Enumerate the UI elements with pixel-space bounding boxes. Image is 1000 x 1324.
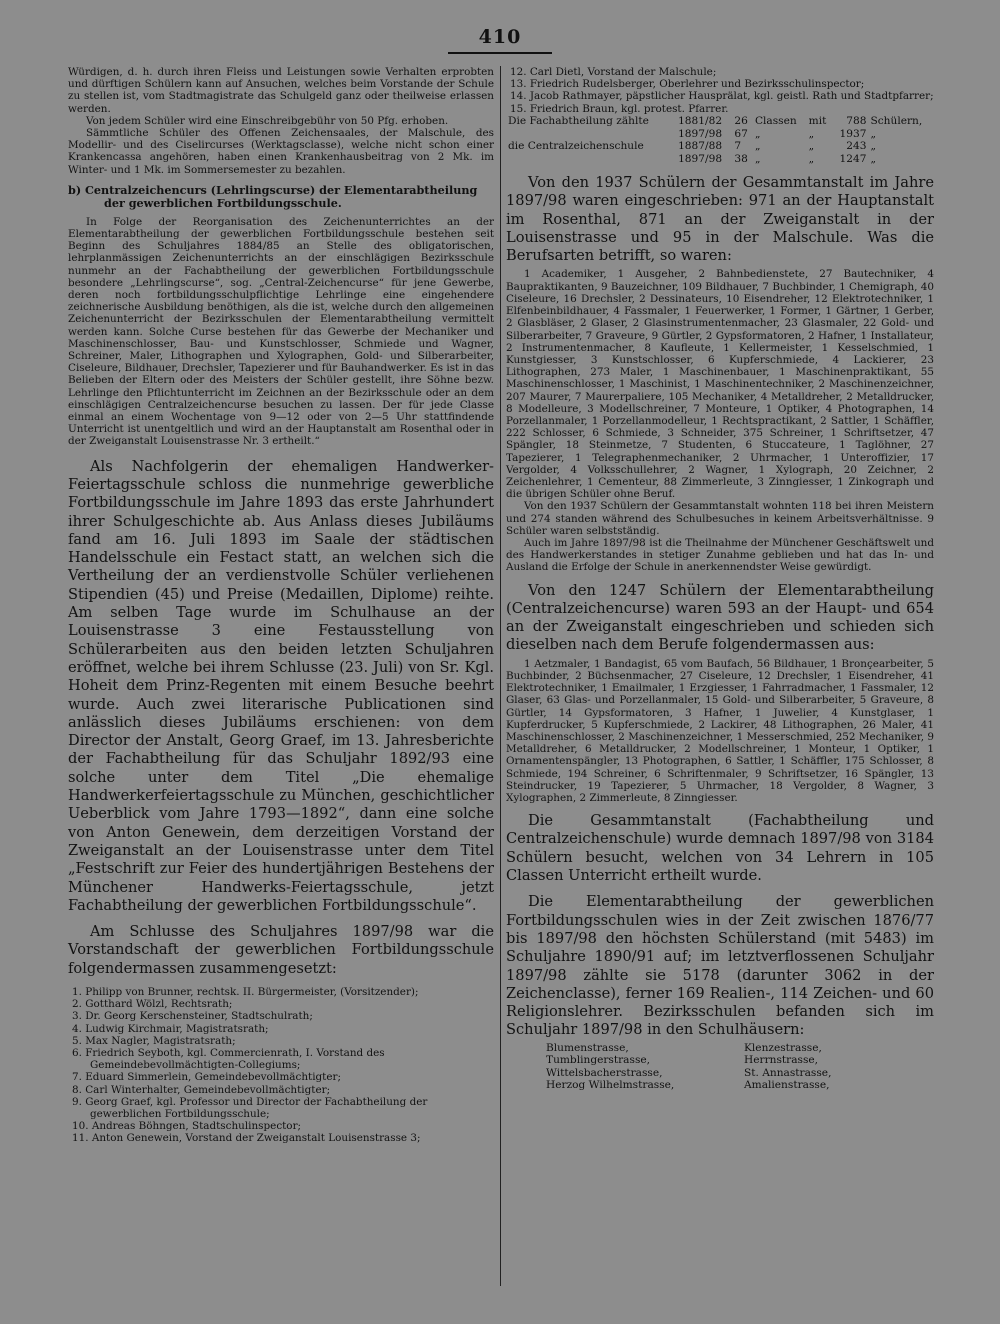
stats-row [506, 128, 934, 141]
stats-pupils: 1247 [839, 153, 867, 166]
street-item: Klenzestrasse, [744, 1041, 822, 1054]
board-member: 12. Carl Dietl, Vorstand der Malschule; [510, 66, 717, 78]
stats-pupils-unit: „ [870, 127, 876, 140]
occupations-1247-block [506, 658, 934, 804]
stats-year: 1887/88 [678, 140, 723, 153]
board-member: 14. Jacob Rathmayer, päpstlicher Hausprälat, kgl. geistl. Rath und Stadtpfarrer; [510, 90, 934, 103]
board-member: 9. Georg Graef, kgl. Professor und Director der Fachabtheilung der gewerblichen Fortbildungsschule; [72, 1095, 428, 1121]
street-item: Blumenstrasse, [546, 1041, 629, 1054]
board-member: 8. Carl Winterhalter, Gemeindebevollmächtigter; [72, 1083, 331, 1096]
left-column [68, 66, 494, 1145]
stats-pupils: 788 [846, 114, 867, 127]
board-member: 11. Anton Genewein, Vorstand der Zweiganstalt Louisenstrasse 3; [72, 1132, 421, 1145]
stats-unit: Classen [754, 114, 797, 127]
total-3184-paragraph: Die Gesammtanstalt (Fachabtheilung und Centralzeichenschule) wurde demnach 1897/98 von 3184 Schülern besucht, welchen von 34 Lehrern in 105 Classen Unterricht ertheilt wurde. [506, 812, 934, 885]
stats-label: Die Fachabtheilung zählte [508, 114, 649, 127]
intro-block [68, 66, 494, 176]
section-b-heading-line1: b) Centralzeichencurs (Lehrlingscurse) der Elementarabtheilung [68, 182, 478, 197]
board-member: 10. Andreas Böhngen, Stadtschulinspector; [72, 1120, 302, 1133]
elementary-paragraph: Die Elementarabtheilung der gewerblichen Fortbildungsschulen wies in der Zeit zwischen 1876/77 bis 1897/98 den höchsten Schülerstand (mit 5483) im Schuljahre 1890/91 auf; im letztverflossenen Schuljahr 1897/98 zählte sie 5178 (darunter 3062 in der Zeichenclasse), ferner 169 Realien-, 114 Zeichen- und 60 Religionslehrer. Bezirksschulen befanden sich im Schuljahr 1897/98 in den Schulhäusern: [506, 893, 934, 1039]
stats-year: 1897/98 [678, 153, 723, 166]
board-member: 2. Gotthard Wölzl, Rechtsrath; [72, 998, 233, 1011]
enrolment-stats-table [506, 115, 934, 166]
stats-label [506, 128, 676, 141]
stats-with: mit [808, 114, 827, 127]
board-member: 15. Friedrich Braun, kgl. protest. Pfarrer. [510, 102, 729, 115]
stats-with: „ [808, 153, 815, 166]
column-divider [500, 66, 501, 1286]
stats-with: „ [808, 127, 815, 140]
street-item: St. Annastrasse, [744, 1066, 832, 1079]
stats-with: „ [808, 140, 815, 153]
page-number: 410 [478, 26, 522, 48]
board-member: 13. Friedrich Rudelsberger, Oberlehrer und Bezirksschulinspector; [510, 78, 865, 91]
section-b-heading [68, 184, 494, 210]
main-text-block [68, 458, 494, 978]
stats-pupils-unit: „ [870, 140, 876, 153]
stats-classes: 38 [734, 153, 748, 166]
board-intro-paragraph: Am Schlusse des Schuljahres 1897/98 war die Vorstandschaft der gewerblichen Fortbildungsschule folgendermassen zusammengesetzt: [68, 923, 494, 977]
stats-pupils-unit: „ [870, 153, 876, 166]
stats-unit: „ [754, 153, 761, 166]
board-members-list-continued [506, 66, 934, 115]
stats-label: die Centralzeichenschule [508, 140, 644, 153]
intro-paragraph-2: Von jedem Schüler wird eine Einschreibgebühr von 50 Pfg. erhoben. [86, 114, 449, 127]
stats-label [506, 153, 676, 166]
stats-classes: 67 [734, 127, 748, 140]
stats-pupils: 1937 [839, 127, 867, 140]
board-member: 5. Max Nagler, Magistratsrath; [72, 1034, 236, 1047]
street-item: Tumblingerstrasse, [546, 1054, 651, 1067]
board-member: 1. Philipp von Brunner, rechtsk. II. Bürgermeister, (Vorsitzender); [72, 986, 419, 998]
stats-pupils: 243 [846, 140, 867, 153]
occupations-1937-block [506, 268, 934, 573]
school-streets-list [546, 1042, 934, 1092]
stats-year: 1881/82 [678, 114, 723, 127]
pupils-1247-block [506, 582, 934, 655]
right-column [506, 66, 934, 1091]
street-item: Herrnstrasse, [744, 1054, 819, 1067]
stats-row [506, 115, 934, 128]
occupations-1247-list: 1 Aetzmaler, 1 Bandagist, 65 vom Baufach, 56 Bildhauer, 1 Bronçearbeiter, 5 Buchbinder, 2 Büchsenmacher, 27 Ciseleure, 12 Drechsler, 1 Eisendreher, 41 Elektrotechniker, 1 Emailmaler, 1 Erzgiesser, 1 Fahrradmacher, 1 Fassmaler, 12 Glaser, 63 Glas- und Porzellanmaler, 15 Gold- und Silberarbeiter, 5 Graveure, 8 Gürtler, 14 Gypsformatoren, 3 Hafner, 1 Juwelier, 4 Kunstglaser, 1 Kupferdrucker, 5 Kupferschmiede, 2 Lackirer, 48 Lithographen, 26 Maler, 41 Maschinenschlosser, 2 Maschinenzeichner, 1 Messerschmied, 252 Mechaniker, 9 Metalldreher, 6 Metalldrucker, 2 Modellschreiner, 1 Monteur, 1 Optiker, 1 Ornamentenspängler, 13 Photographen, 6 Sattler, 1 Schäffler, 175 Schlosser, 8 Schmiede, 194 Schreiner, 6 Schriftenmaler, 9 Schriftsetzer, 16 Spängler, 13 Steindrucker, 19 Tapezierer, 5 Uhrmacher, 18 Vergolder, 8 Wagner, 3 Xylographen, 2 Zimmerleute, 8 Zinngiesser. [506, 657, 934, 804]
pupils-1247-paragraph: Von den 1247 Schülern der Elementarabtheilung (Centralzeichencurse) waren 593 an der Haupt- und 654 an der Zweiganstalt eingeschrieben und schieden sich dieselben nach dem Berufe folgendermassen aus: [506, 581, 934, 654]
stats-classes: 26 [734, 114, 748, 127]
pupils-1937-block [506, 174, 934, 265]
intro-paragraph-3: Sämmtliche Schüler des Offenen Zeichensaales, der Malschule, des Modellir- und des Ciselircurses (Werktagsclasse), welche nicht schon einer Krankencassa angehören, haben einen Krankenhausbeitrag von 2 Mk. im Winter- und 1 Mk. im Sommersemester zu bezahlen. [68, 127, 494, 176]
board-member: 4. Ludwig Kirchmair, Magistratsrath; [72, 1022, 269, 1035]
stats-row [506, 140, 934, 153]
board-member: 7. Eduard Simmerlein, Gemeindebevollmächtigter; [72, 1071, 341, 1084]
board-members-list [68, 986, 494, 1145]
occupations-1937-list: 1 Academiker, 1 Ausgeher, 2 Bahnbedienstete, 27 Bautechniker, 4 Baupraktikanten, 9 Bauzeichner, 109 Bildhauer, 7 Buchbinder, 1 Chemigraph, 40 Ciseleure, 16 Drechsler, 2 Dessinateurs, 10 Eisendreher, 12 Elektrotechniker, 1 Elfenbeinbildhauer, 4 Fassmaler, 1 Feuerwerker, 1 Former, 1 Gärtner, 1 Gerber, 2 Glasbläser, 2 Glaser, 2 Glasinstrumentenmacher, 23 Glasmaler, 22 Gold- und Silberarbeiter, 7 Graveure, 9 Gürtler, 2 Gypsformatoren, 2 Hafner, 1 Installateur, 2 Instrumentenmacher, 8 Kaufleute, 1 Kellermeister, 1 Kesselschmied, 1 Kunstgiesser, 3 Kunstschlosser, 6 Kupferschmiede, 4 Lackierer, 23 Lithographen, 273 Maler, 1 Maschinenbauer, 1 Maschinenpraktikant, 55 Maschinenschlosser, 1 Maschinist, 1 Maschinentechniker, 2 Maschinenzeichner, 207 Maurer, 7 Maurerpaliere, 105 Mechaniker, 4 Metalldreher, 2 Metalldrucker, 8 Modelleure, 3 Modellschreiner, 7 Monteure, 1 Optiker, 4 Photographen, 14 Porzellanmaler, 1 Porzellanmodelleur, 1 Rechtspractikant, 2 Sattler, 1 Schäffler, 222 Schlosser, 6 Schmiede, 3 Schneider, 375 Schreiner, 1 Schriftsetzer, 47 Spängler, 18 Steinmetze, 7 Studenten, 6 Stuccateure, 1 Taglöhner, 27 Tapezierer, 1 Telegraphenmechaniker, 2 Uhrmacher, 1 Unteroffizier, 17 Vergolder, 4 Volksschullehrer, 2 Wagner, 1 Xylograph, 20 Zeichner, 2 Zeichenlehrer, 1 Cementeur, 88 Zimmerleute, 3 Zinngiesser, 1 Zinkograph und die übrigen Schüler ohne Beruf. [506, 268, 934, 501]
jubilee-paragraph: Als Nachfolgerin der ehemaligen Handwerker-Feiertagsschule schloss die nunmehrige gewerbliche Fortbildungsschule im Jahre 1893 das erste Jahrhundert ihrer Schulgeschichte ab. Aus Anlass dieses Jubiläums fand am 16. Juli 1893 im Saale der städtischen Handelsschule ein Festact statt, an welchen sich die Vertheilung der an verdienstvolle Schüler verliehenen Stipendien (45) und Preise (Medaillen, Diplome) reihte. Am selben Tage wurde im Schulhause an der Louisenstrasse 3 eine Festausstellung von Schülerarbeiten aus den beiden letzten Schuljahren eröffnet, welche bei ihrem Schlusse (23. Juli) von Sr. Kgl. Hoheit dem Prinz-Regenten mit einem Besuche beehrt wurde. Auch zwei literarische Publicationen sind anlässlich dieses Jubiläums erschienen: von dem Director der Anstalt, Georg Graef, im 13. Jahresberichte der Fachabtheilung für das Schuljahr 1892/93 eine solche unter dem Titel „Die ehemalige Handwerkerfeiertagsschule zu München, geschichtlicher Ueberblick vom Jahre 1793—1892“, dann eine solche von Anton Genewein, dem derzeitigen Vorstand der Zweiganstalt an der Louisenstrasse unter dem Titel „Festschrift zur Feier des hundertjährigen Bestehens der Münchener Handwerks-Feiertagsschule, jetzt Fachabtheilung der gewerblichen Fortbildungsschule“. [68, 457, 494, 914]
stats-row [506, 153, 934, 166]
board-list-block [68, 986, 494, 1145]
residence-paragraph: Von den 1937 Schülern der Gesammtanstalt wohnten 118 bei ihren Meistern und 274 standen während des Schulbesuches in keinem Arbeitsverhältnisse. 9 Schüler waren selbstständig. [506, 500, 934, 537]
street-item: Amalienstrasse, [744, 1078, 830, 1091]
participation-paragraph: Auch im Jahre 1897/98 ist die Theilnahme der Münchener Geschäftswelt und des Handwerkerstandes in stetiger Zunahme geblieben und hat das In- und Ausland die Erfolge der Schule in anerkennendster Weise gewürdigt. [506, 536, 934, 574]
intro-paragraph-1: Würdigen, d. h. durch ihren Fleiss und Leistungen sowie Verhalten erprobten und dürftigen Schülern kann auf Ansuchen, welches beim Vorstande der Schule zu stellen ist, vom Stadtmagistrate das Schulgeld ganz oder theilweise erlassen werden. [68, 66, 494, 115]
summary-block [506, 812, 934, 1040]
stats-year: 1897/98 [678, 127, 723, 140]
board-member: 6. Friedrich Seyboth, kgl. Commercienrath, I. Vorstand des Gemeindebevollmächtigten-Collegiums; [72, 1047, 385, 1072]
stats-unit: „ [754, 127, 761, 140]
page-number-rule [448, 52, 552, 54]
board-member: 3. Dr. Georg Kerschensteiner, Stadtschulrath; [72, 1010, 313, 1023]
stats-pupils-unit: Schülern, [870, 114, 923, 127]
board-list-continued-block [506, 66, 934, 115]
section-b-block [68, 216, 494, 448]
street-item: Wittelsbacherstrasse, [546, 1066, 663, 1079]
pupils-1937-paragraph: Von den 1937 Schülern der Gesammtanstalt im Jahre 1897/98 waren eingeschrieben: 971 an der Hauptanstalt im Rosenthal, 871 an der Zweiganstalt in der Louisenstrasse und 95 in der Malschule. Was die Berufsarten betrifft, so waren: [506, 174, 934, 265]
street-item: Herzog Wilhelmstrasse, [546, 1078, 675, 1091]
stats-classes: 7 [734, 140, 742, 153]
section-b-heading-line2: der gewerblichen Fortbildungsschule. [104, 195, 342, 210]
stats-unit: „ [754, 140, 761, 153]
section-b-text: In Folge der Reorganisation des Zeichenunterrichtes an der Elementarabtheilung der gewerblichen Fortbildungsschule bestehen seit Beginn des Schuljahres 1884/85 an Stelle des obligatorischen, lehrplanmässigen Zeichenunterrichts an der einschlägigen Bezirksschule nunmehr an der Fachabtheilung der gewerblichen Fortbildungsschule besondere „Lehrlingscurse“, sog. „Central-Zeichencurse“ für jene Gewerbe, deren noch fortbildungsschulpflichtige Lehrlinge eine eingehendere zeichnerische Ausbildung benöthigen, als die ist, welche durch den allgemeinen Zeichenunterricht der Bezirksschulen der Elementarabtheilung vermittelt werden kann. Solche Curse bestehen für das Gewerbe der Mechaniker und Maschinenschlosser, Bau- und Kunstschlosser, Schmiede und Wagner, Schreiner, Maler, Lithographen und Xylographen, Gold- und Silberarbeiter, Ciseleure, Bildhauer, Drechsler, Tapezierer und für Bauhandwerker. Es ist in das Belieben der Eltern oder des Meisters der Schüler gestellt, ihre Söhne bezw. Lehrlinge den Pflichtunterricht im Zeichnen an der Bezirksschule oder an dem einschlägigen Centralzeichencurse besuchen zu lassen. Der für jede Classe einmal an einem Wochentage von 9—12 oder von 2—5 Uhr stattfindende Unterricht ist unentgeltlich und wird an der Hauptanstalt am Rosenthal oder in der Zweiganstalt Louisenstrasse Nr. 3 ertheilt.“ [68, 215, 495, 448]
